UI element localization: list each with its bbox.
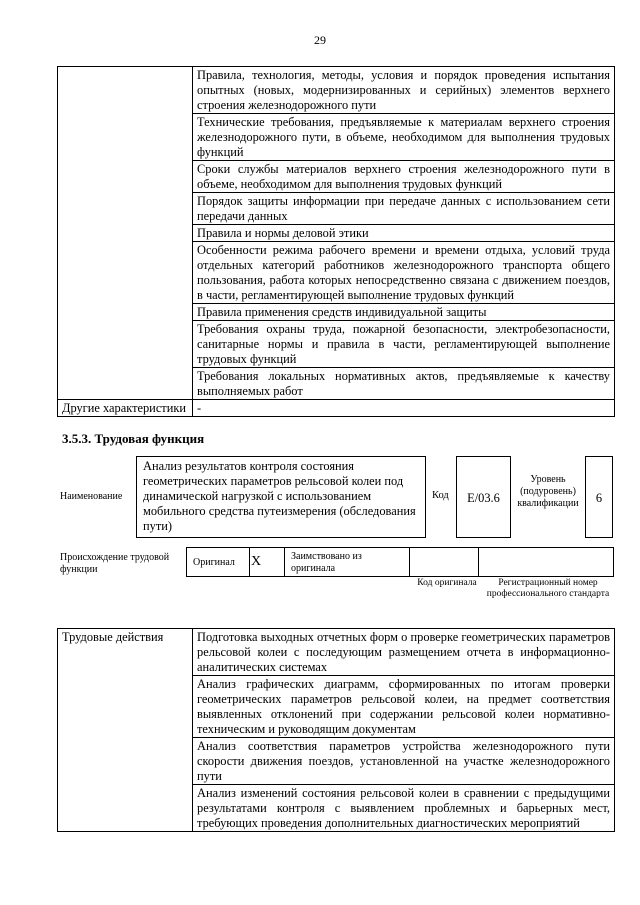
requirement-item: Требования охраны труда, пожарной безопасности, электробезопасности, санитарные нормы и правила в части, регламентирующей выполнение трудовых функций bbox=[193, 321, 615, 368]
origin-row bbox=[186, 547, 614, 577]
action-item: Анализ изменений состояния рельсовой колеи в сравнении с предыдущими результатами контроля с выявлением проблемных и барьерных мест, требующих проведения дополнительных диагностических мероприятий bbox=[193, 785, 615, 832]
code-original-cell bbox=[409, 547, 479, 577]
other-characteristics-label: Другие характеристики bbox=[58, 400, 193, 417]
requirement-item: Технические требования, предъявляемые к материалам верхнего строения железнодорожного пути, в объеме, необходимом для выполнения трудовых функций bbox=[193, 114, 615, 161]
action-item: Подготовка выходных отчетных форм о проверке геометрических параметров рельсовой колеи с последующим размещением отчета в информационно-аналитических системах bbox=[193, 629, 615, 676]
origin-label: Происхождение трудовой функции bbox=[60, 552, 170, 575]
borrowed-cell bbox=[284, 547, 410, 577]
knowledge-table bbox=[57, 66, 615, 417]
code-original-label: Код оригинала bbox=[417, 578, 477, 588]
action-item: Анализ соответствия параметров устройства железнодорожного пути скорости движения поездов, установленной на участке железнодорожного пути bbox=[193, 738, 615, 785]
actions-label: Трудовые действия bbox=[58, 629, 193, 832]
qualification-level-label: Уровень (подуровень) квалификации bbox=[517, 474, 579, 509]
requirement-item: Порядок защиты информации при передаче данных с использованием сети передачи данных bbox=[193, 193, 615, 225]
function-code-box: E/03.6 bbox=[456, 456, 511, 538]
original-cell bbox=[186, 547, 262, 577]
requirement-item: Правила, технология, методы, условия и порядок проведения испытания опытных (новых, модернизированных и серийных) элементов верхнего строения железнодорожного пути bbox=[193, 67, 615, 114]
other-characteristics-value: - bbox=[193, 400, 615, 417]
requirement-item: Правила и нормы деловой этики bbox=[193, 225, 615, 242]
requirement-item: Особенности режима рабочего времени и времени отдыха, условий труда отдельных категорий работников железнодорожного транспорта общего пользования, работа которых непосредственно связана с движением поездов, в части, регламентирующей выполнение трудовых функций bbox=[193, 242, 615, 304]
code-label: Код bbox=[432, 490, 449, 501]
original-mark: X bbox=[251, 554, 262, 569]
name-label: Наименование bbox=[60, 491, 123, 502]
requirement-item: Сроки службы материалов верхнего строения железнодорожного пути в объеме, необходимом для выполнения трудовых функций bbox=[193, 161, 615, 193]
knowledge-label-cell bbox=[58, 67, 193, 400]
requirement-item: Правила применения средств индивидуальной защиты bbox=[193, 304, 615, 321]
reg-number-cell bbox=[478, 547, 614, 577]
original-mark-cell bbox=[249, 547, 285, 577]
page-number: 29 bbox=[314, 33, 326, 47]
action-item: Анализ графических диаграмм, сформированных по итогам проверки геометрических параметров рельсовой колеи, на предмет соответствия выявленных отклонений при содержании рельсовой колеи нормативно-техническим и руководящим документам bbox=[193, 676, 615, 738]
qualification-level-box: 6 bbox=[585, 456, 613, 538]
function-name-box: Анализ результатов контроля состояния геометрических параметров рельсовой колеи под динамической нагрузкой с использованием мобильного средства путеизмерения (обследования пути) bbox=[136, 456, 426, 538]
reg-number-label: Регистрационный номер профессионального стандарта bbox=[486, 578, 610, 599]
section-title: 3.5.3. Трудовая функция bbox=[62, 431, 205, 446]
borrowed-label: Заимствовано из оригинала bbox=[291, 551, 362, 574]
requirement-item: Требования локальных нормативных актов, предъявляемые к качеству выполняемых работ bbox=[193, 368, 615, 400]
original-label: Оригинал bbox=[193, 557, 235, 568]
actions-table bbox=[57, 628, 615, 832]
